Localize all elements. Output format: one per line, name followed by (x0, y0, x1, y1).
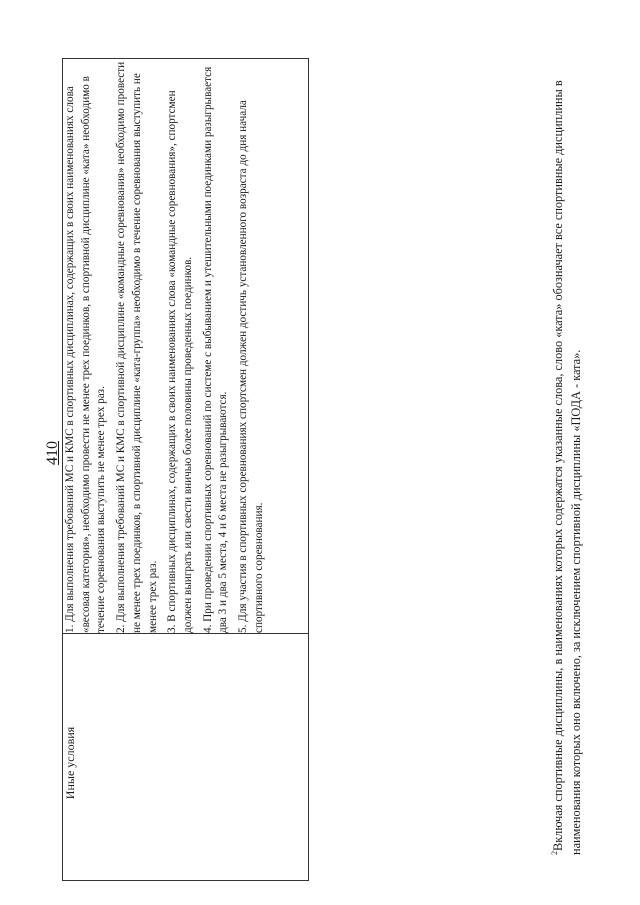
footnote (546, 35, 585, 855)
content-cell (63, 59, 309, 634)
condition-item-5: 5. Для участия в спортивных соревнованиях спортсмен должен достичь установленного возраста до дня начала спортивного соревнования. (237, 100, 265, 633)
conditions-table (62, 58, 309, 881)
footnote-marker: 2 (550, 851, 559, 855)
row-label: Иные условия (63, 726, 77, 800)
label-cell (63, 634, 309, 881)
condition-item-3: 3. В спортивных дисциплинах, содержащих в своих наименованиях слова «командные соревнования», спортсмен должен выиграть или свести вничью более половины проведенных поединков. (166, 90, 194, 633)
condition-item-2: 2. Для выполнения требований МС и КМС в спортивной дисциплине «командные соревнования» необходимо провести не менее трех поединков, в спортивной дисциплине «ката-группа» необходимо в течение соревнования выступить не менее трех раз. (115, 61, 159, 633)
page-number: 410 (44, 441, 61, 465)
condition-item-4: 4. При проведении спортивных соревнований по системе с выбыванием и утешительными поединками разыгрывается два 3 и два 5 места, 4 и 6 места не разыгрываются. (201, 66, 230, 633)
condition-item-1: 1. Для выполнения требований МС и КМС в спортивных дисциплинах, содержащих в своих наименованиях слова «весовая категория», необходимо провести не менее трех поединков, в спортивной дисциплине «ката» необходимо в течение соревнования выступить не менее трех раз. (64, 76, 108, 633)
table-row (63, 59, 309, 881)
footnote-text: Включая спортивные дисциплины, в наименованиях которых содержатся указанные слова, слово «ката» обозначает все спортивные дисциплины в наименования которых оно включено, за исключением спортивной дисциплины «ПОДА - ката». (551, 80, 584, 855)
